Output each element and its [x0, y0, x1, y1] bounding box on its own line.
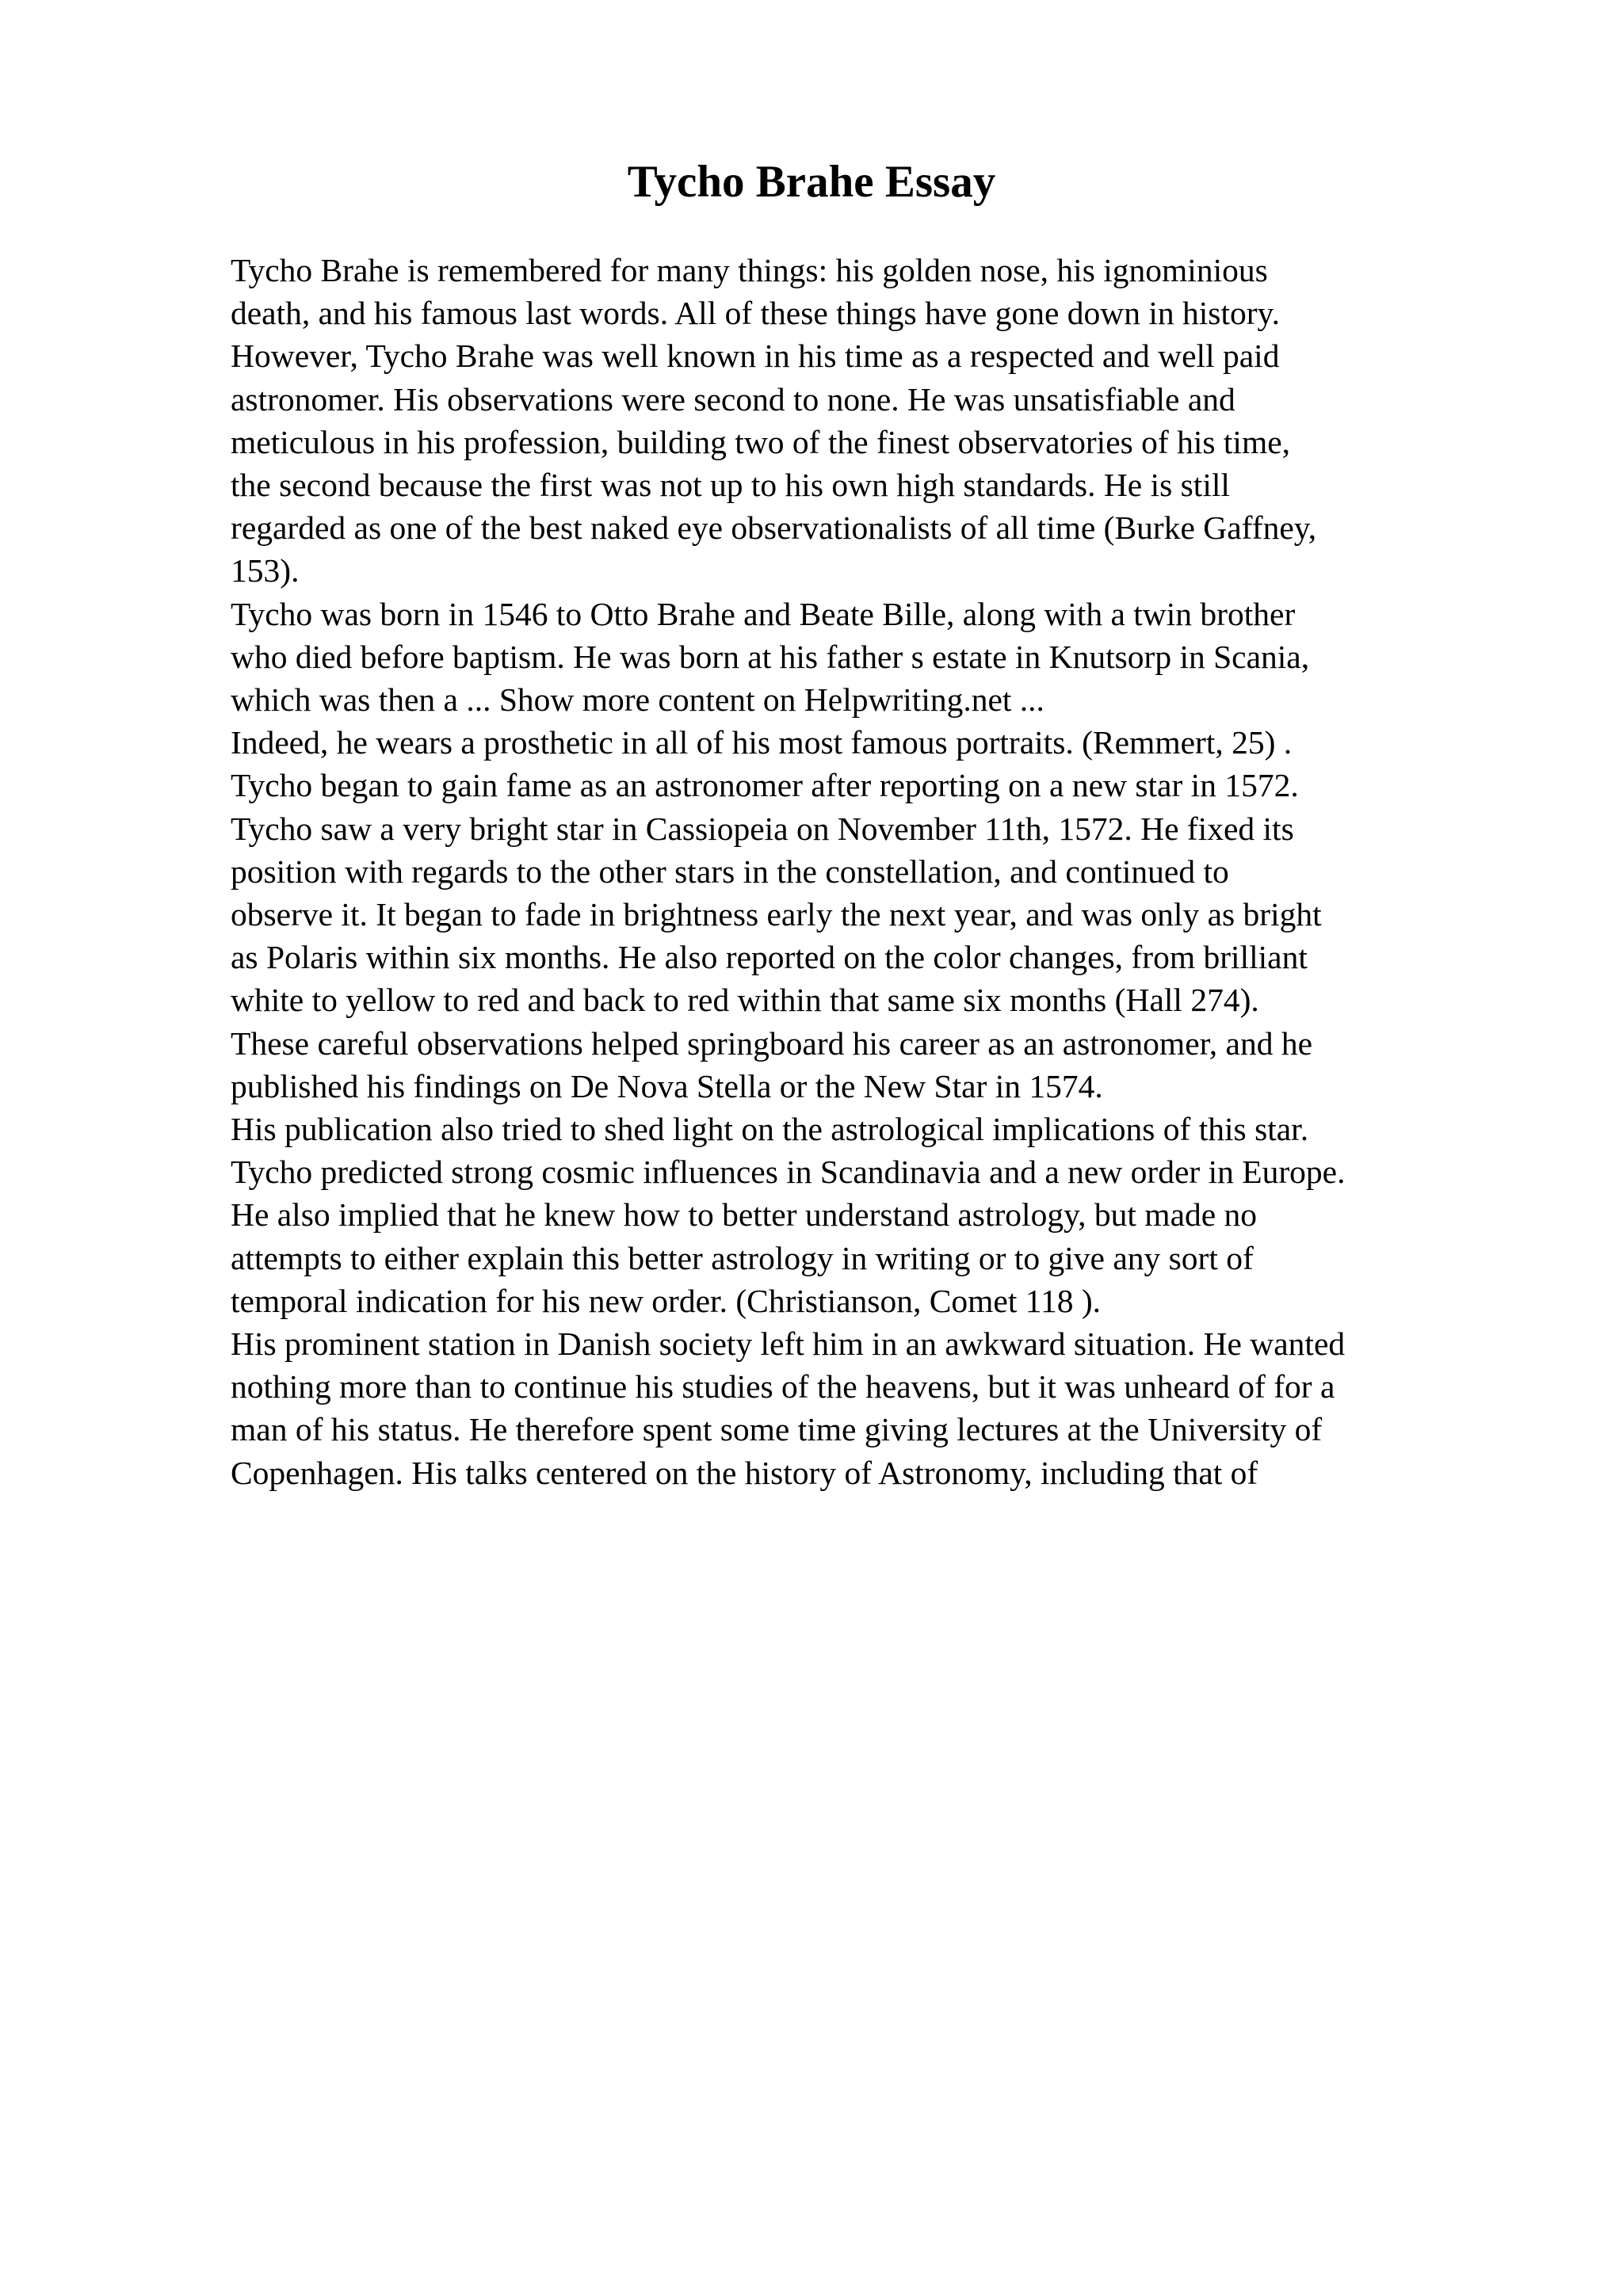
text-line: attempts to either explain this better astrology in writing or to give any sort of: [231, 1239, 1254, 1276]
text-line: observe it. It began to fade in brightness early the next year, and was only as bright: [231, 896, 1322, 933]
text-line: published his findings on De Nova Stella or the New Star in 1574.: [231, 1067, 1103, 1104]
text-line: who died before baptism. He was born at his father s estate in Knutsorp in Scania,: [231, 638, 1310, 675]
text-line: Tycho began to gain fame as an astronomer after reporting on a new star in 1572.: [231, 767, 1299, 804]
essay-body: [231, 249, 1514, 1494]
text-line: These careful observations helped springboard his career as an astronomer, and he: [231, 1024, 1313, 1062]
text-line: Tycho was born in 1546 to Otto Brahe and Beate Bille, along with a twin brother: [231, 595, 1296, 632]
text-line: Copenhagen. His talks centered on the history of Astronomy, including that of: [231, 1454, 1258, 1491]
text-line: which was then a ... Show more content on Helpwriting.net ...: [231, 681, 1044, 719]
text-line: He also implied that he knew how to better understand astrology, but made no: [231, 1196, 1258, 1234]
text-line: Indeed, he wears a prosthetic in all of his most famous portraits. (Remmert, 25) .: [231, 724, 1293, 761]
document-title: Tycho Brahe Essay: [627, 157, 996, 207]
text-line: His prominent station in Danish society left him in an awkward situation. He wanted: [231, 1325, 1346, 1363]
text-line: death, and his famous last words. All of these things have gone down in history.: [231, 295, 1280, 332]
text-line: white to yellow to red and back to red within that same six months (Hall 274).: [231, 982, 1259, 1019]
text-line: regarded as one of the best naked eye observationalists of all time (Burke Gaffney,: [231, 509, 1317, 547]
text-line: the second because the first was not up to his own high standards. He is still: [231, 467, 1230, 504]
text-line: However, Tycho Brahe was well known in his time as a respected and well paid: [231, 338, 1280, 375]
text-line: His publication also tried to shed light on the astrological implications of this star.: [231, 1111, 1309, 1148]
text-line: temporal indication for his new order. (Christianson, Comet 118 ).: [231, 1282, 1102, 1319]
text-line: nothing more than to continue his studies of the heavens, but it was unheard of for a: [231, 1368, 1335, 1405]
text-line: 153).: [231, 552, 300, 589]
text-line: Tycho predicted strong cosmic influences in Scandinavia and a new order in Europe.: [231, 1154, 1346, 1191]
text-line: astronomer. His observations were second to none. He was unsatisfiable and: [231, 380, 1235, 418]
text-line: meticulous in his profession, building two of the finest observatories of his time,: [231, 423, 1291, 460]
text-line: as Polaris within six months. He also reported on the color changes, from brilliant: [231, 939, 1308, 976]
text-line: position with regards to the other stars in the constellation, and continued to: [231, 852, 1229, 890]
text-line: man of his status. He therefore spent some time giving lectures at the University of: [231, 1411, 1323, 1448]
text-line: Tycho Brahe is remembered for many things: his golden nose, his ignominious: [231, 252, 1268, 288]
text-line: Tycho saw a very bright star in Cassiopeia on November 11th, 1572. He fixed its: [231, 810, 1294, 847]
